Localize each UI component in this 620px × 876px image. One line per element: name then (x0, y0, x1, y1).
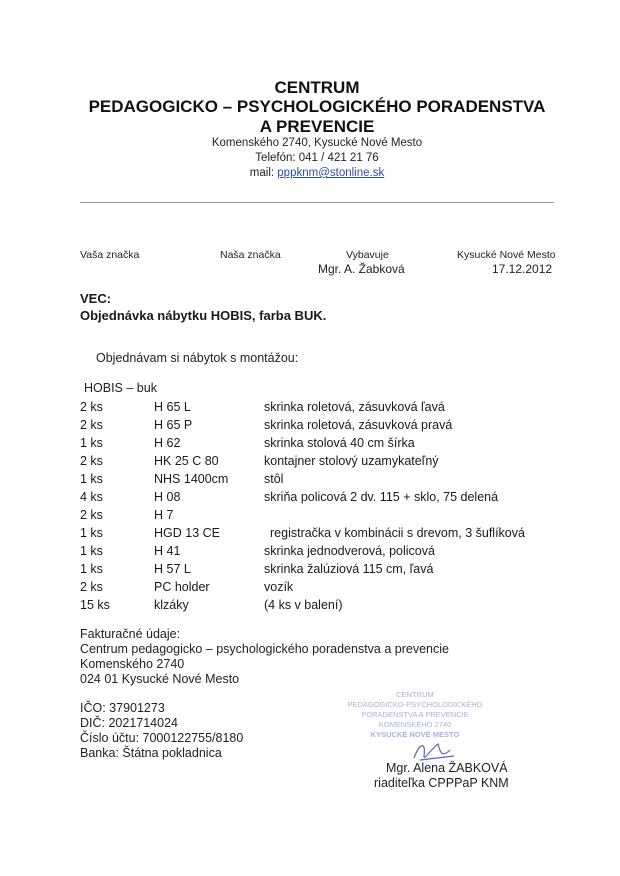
org-title-line3: A PREVENCIE (259, 117, 375, 136)
item-qty: 4 ks (80, 490, 103, 504)
item-qty: 2 ks (80, 418, 103, 432)
stamp-line: PORADENSTVA A PREVENCIE (361, 710, 469, 719)
item-code: H 57 L (154, 562, 191, 576)
item-code: klzáky (154, 598, 189, 612)
stamp-line: PEDAGOGICKO-PSYCHOLOGICKÉHO (347, 700, 483, 709)
item-desc: registračka v kombinácii s drevom, 3 šuflíková (270, 526, 525, 540)
item-qty: 1 ks (80, 436, 103, 450)
item-desc: vozík (264, 580, 294, 594)
item-code: PC holder (154, 580, 210, 594)
billing-line2: Komenského 2740 (80, 657, 185, 671)
mail-label: mail: (249, 167, 275, 179)
stamp-line: KOMENSKÉHO 2740 (378, 720, 452, 729)
letter-date: 17.12.2012 (492, 262, 553, 276)
item-desc: skrinka roletová, zásuvková ľavá (264, 400, 445, 414)
item-qty: 2 ks (80, 508, 103, 522)
item-code: H 41 (154, 544, 181, 558)
bank-line: Banka: Štátna pokladnica (80, 746, 222, 760)
item-desc: kontajner stolový uzamykateľný (264, 454, 439, 468)
signatory-name: Mgr. Alena ŽABKOVÁ (386, 761, 508, 775)
item-qty: 1 ks (80, 562, 103, 576)
org-address: Komenského 2740, Kysucké Nové Mesto (211, 137, 423, 149)
item-desc: skriňa policová 2 dv. 115 + sklo, 75 delená (264, 490, 499, 504)
vec-label: VEC: (80, 291, 112, 306)
item-qty: 2 ks (80, 400, 103, 414)
item-qty: 1 ks (80, 544, 103, 558)
item-desc: (4 ks v balení) (264, 598, 343, 612)
signatory-role: riaditeľka CPPPaP KNM (374, 776, 509, 790)
vybavuje-label: Vybavuje (346, 249, 389, 261)
item-desc: skrinka jednodverová, policová (264, 544, 435, 558)
item-code: H 7 (154, 508, 174, 522)
ico-line: IČO: 37901273 (80, 701, 165, 715)
org-title-line2: PEDAGOGICKO – PSYCHOLOGICKÉHO PORADENSTVA (88, 97, 546, 116)
item-code: H 62 (154, 436, 181, 450)
item-code: HK 25 C 80 (154, 454, 219, 468)
dic-line: DIČ: 2021714024 (80, 716, 178, 730)
item-code: HGD 13 CE (154, 526, 220, 540)
nasa-znacka-label: Naša značka (220, 249, 281, 261)
stamp-line: KYSUCKÉ NOVÉ MESTO (370, 730, 460, 739)
vasa-znacka-label: Vaša značka (80, 249, 140, 261)
account-line: Číslo účtu: 7000122755/8180 (80, 731, 244, 745)
item-desc: skrinka stolová 40 cm šírka (264, 436, 415, 450)
item-desc: skrinka žalúziová 115 cm, ľavá (264, 562, 434, 576)
item-code: H 65 L (154, 400, 191, 414)
item-code: NHS 1400cm (154, 472, 229, 486)
header-divider (80, 202, 554, 203)
billing-label: Fakturačné údaje: (80, 627, 181, 641)
place-label: Kysucké Nové Mesto (457, 249, 556, 261)
item-desc: skrinka roletová, zásuvková pravá (264, 418, 453, 432)
org-phone: Telefón: 041 / 421 21 76 (255, 152, 379, 164)
item-code: H 08 (154, 490, 181, 504)
item-qty: 1 ks (80, 472, 103, 486)
org-mail (0, 167, 620, 179)
item-qty: 2 ks (80, 580, 103, 594)
org-title-line1: CENTRUM (274, 78, 360, 97)
item-qty: 1 ks (80, 526, 103, 540)
mail-link[interactable]: pppknm@stonline.sk (277, 167, 385, 179)
billing-line3: 024 01 Kysucké Nové Mesto (80, 672, 240, 686)
item-qty: 2 ks (80, 454, 103, 468)
intro-text: Objednávam si nábytok s montážou: (96, 351, 299, 365)
billing-line1: Centrum pedagogicko – psychologického poradenstva a prevencie (80, 642, 449, 656)
series-label: HOBIS – buk (84, 381, 157, 395)
item-code: H 65 P (154, 418, 193, 432)
item-qty: 15 ks (80, 598, 110, 612)
stamp-line: CENTRUM (396, 690, 434, 699)
official-stamp (336, 690, 494, 740)
subject-text: Objednávka nábytku HOBIS, farba BUK. (80, 308, 327, 323)
vybavuje-value: Mgr. A. Žabková (318, 262, 405, 276)
item-desc: stôl (264, 472, 284, 486)
